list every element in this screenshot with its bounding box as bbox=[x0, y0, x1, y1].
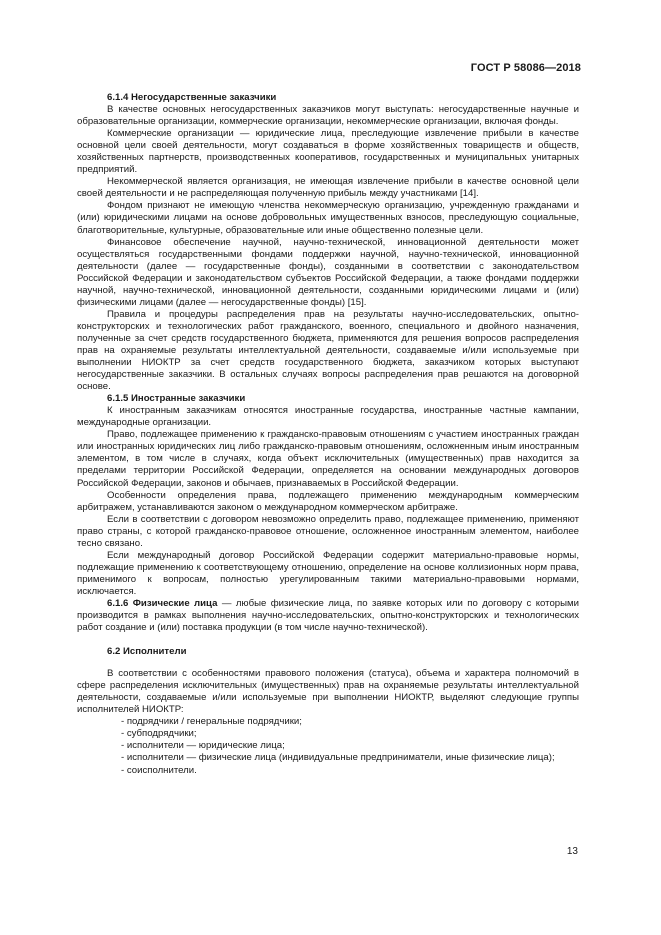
paragraph: Право, подлежащее применению к гражданско-правовым отношениям с участием иностранных граждан или иностранных юридических лиц либо гражданско-правовым отношениям, осложненным иным иностранным элементом, в том числе в случаях, когда объект исключительных (имущественных) прав находится за пределами территории Российской Федерации, определяется на основании международных договоров Российской Федерации, законов и обычаев, признаваемых в Российской Федерации. bbox=[77, 429, 579, 489]
paragraph: Если в соответствии с договором невозможно определить право, подлежащее применению, применяют право страны, с которой гражданско-правовое отношение, осложненное иностранным элементом, наиболее тесно связано. bbox=[77, 513, 579, 549]
list-item: - подрядчики / генеральные подрядчики; bbox=[121, 716, 302, 728]
page-number: 13 bbox=[566, 846, 578, 857]
paragraph: Особенности определения права, подлежащего применению международным коммерческим арбитражем, устанавливаются законом о международном коммерческом арбитраже. bbox=[77, 489, 579, 513]
document-standard-id: ГОСТ Р 58086—2018 bbox=[470, 62, 581, 74]
list-item: - соисполнители. bbox=[121, 764, 197, 776]
list-item: - исполнители — юридические лица; bbox=[121, 740, 285, 752]
paragraph: Если международный договор Российской Федерации содержит материально-правовые нормы, подлежащие применению к соответствующему отношению, определение на основе коллизионных норм права, применимого к вопросам, полностью урегулированным такими материально-правовыми нормами, исключается. bbox=[77, 549, 579, 597]
paragraph: Финансовое обеспечение научной, научно-технической, инновационной деятельности может осуществляться государственными фондами поддержки научной, научно-технической, инновационной деятельности (далее — государственные фонды), созданными в соответствии с законодательством Российской Федерации и законодательством субъектов Российской Федерации, а также фондами поддержки научной, научно-технической, инновационной деятельности, созданными юридическими лицами и (или) физическими лицами (далее — негосударственные фонды) [15]. bbox=[77, 236, 579, 308]
paragraph: К иностранным заказчикам относятся иностранные государства, иностранные частные кампании, международные организации. bbox=[77, 405, 579, 429]
section-heading-6-1-4: 6.1.4 Негосударственные заказчики bbox=[107, 92, 277, 103]
paragraph: Некоммерческой является организация, не имеющая извлечение прибыли в качестве основной цели своей деятельности и не распределяющая полученную прибыль между участниками [14]. bbox=[77, 176, 579, 200]
paragraph: В качестве основных негосударственных заказчиков могут выступать: негосударственные научные и образовательные организации, коммерческие организации, некоммерческие организации, включая фонды. bbox=[77, 104, 579, 128]
paragraph-6-1-6 bbox=[77, 598, 579, 634]
paragraph-text: — любые физические лица, по заявке которых или по договору с которыми производится в рамках выполнения научно-исследовательских, опытно-конструкторских и технологических работ создание и (или) поставка продукции (в том числе научно-технической). bbox=[77, 597, 579, 634]
paragraph: Правила и процедуры распределения прав на результаты научно-исследовательских, опытно-конструкторских и технологических работ гражданского, военного, специального и двойного назначения, полученные за счет средств государственного бюджета, применяются для решения вопросов распределения прав на охраняемые результаты интеллектуальной деятельности, создаваемые и/или используемые при выполнении НИОКТР за счет средств государственного бюджета, заказчиком которых выступают негосударственные заказчики. В остальных случаях вопросы распределения прав решаются на договорной основе. bbox=[77, 308, 579, 393]
document-body bbox=[77, 92, 579, 777]
paragraph: Фондом признают не имеющую членства некоммерческую организацию, учрежденную гражданами и (или) юридическими лицами на основе добровольных имущественных взносов, преследующую социальные, благотворительные, культурные, образовательные или иные общественно полезные цели. bbox=[77, 200, 579, 236]
paragraph: Коммерческие организации — юридические лица, преследующие извлечение прибыли в качестве основной цели своей деятельности, могут создаваться в форме хозяйственных товариществ и обществ, хозяйственных партнерств, производственных кооперативов, государственных и муниципальных унитарных предприятий. bbox=[77, 128, 579, 176]
paragraph: В соответствии с особенностями правового положения (статуса), объема и характера полномочий в сфере распределения исключительных (имущественных) прав на охраняемые результаты интеллектуальной деятельности, создаваемые и/или используемые при выполнении НИОКТР, выделяют следующие группы исполнителей НИОКТР: bbox=[77, 668, 579, 716]
section-heading-6-1-6: 6.1.6 Физические лица bbox=[107, 597, 218, 609]
executor-group-list bbox=[77, 716, 579, 776]
section-heading-6-2: 6.2 Исполнители bbox=[107, 646, 187, 658]
list-item: - субподрядчики; bbox=[121, 728, 197, 740]
section-heading-6-1-5: 6.1.5 Иностранные заказчики bbox=[107, 393, 246, 405]
list-item: - исполнители — физические лица (индивидуальные предприниматели, иные физические лица); bbox=[121, 752, 555, 764]
